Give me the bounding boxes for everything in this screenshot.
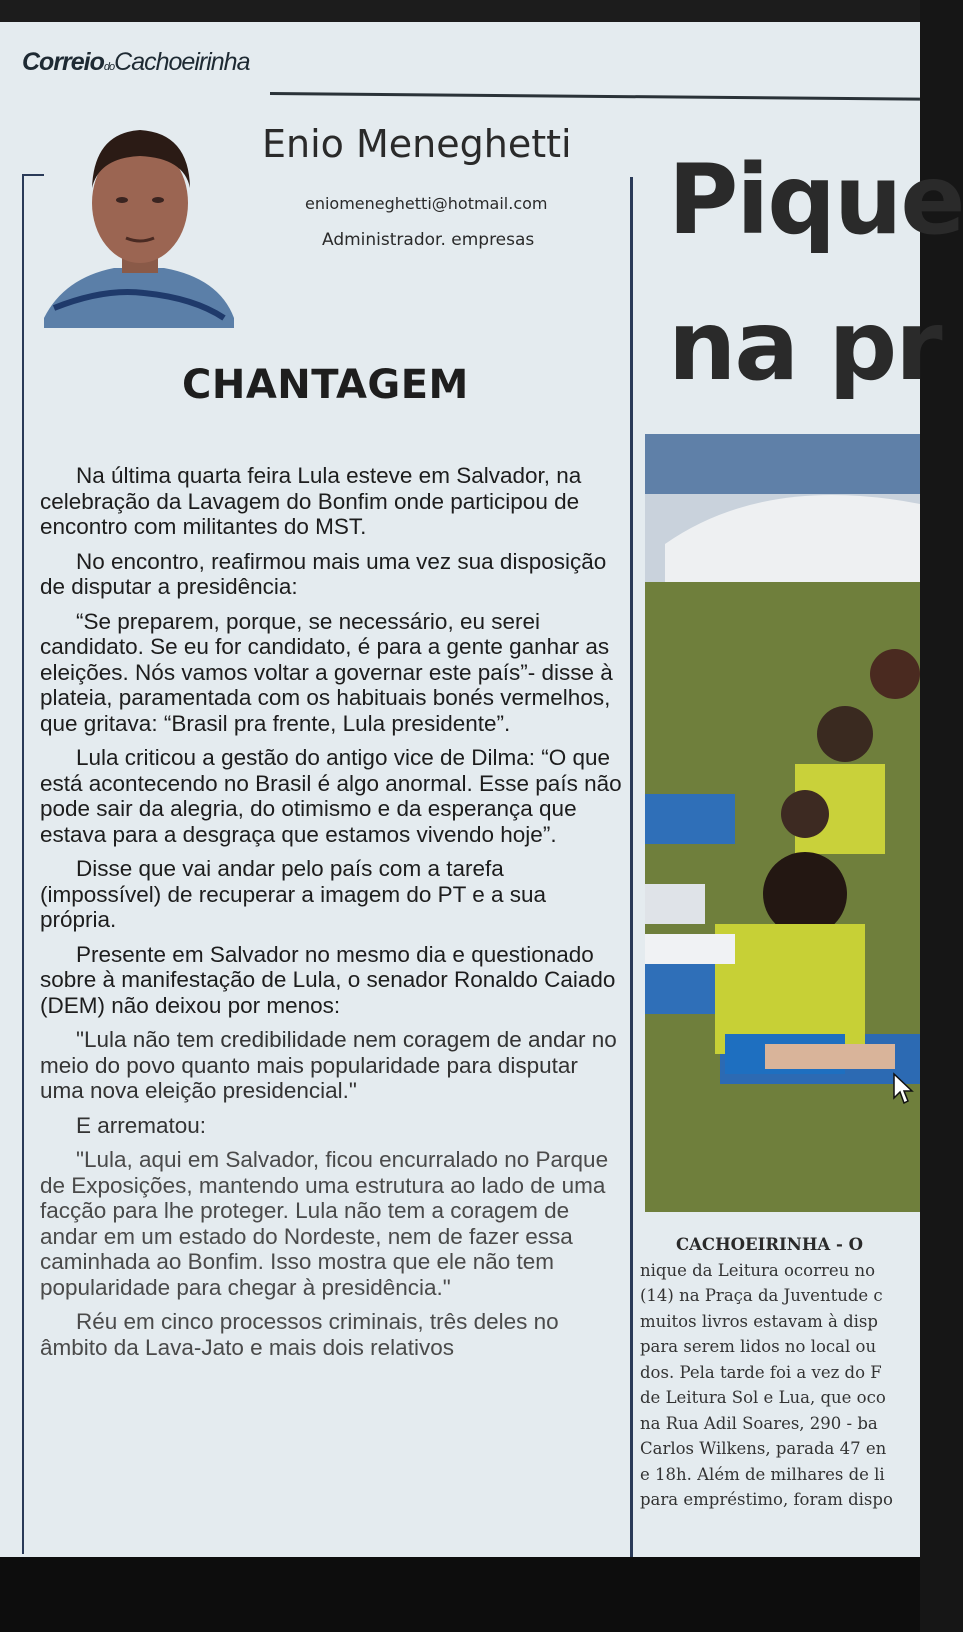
headline-line: na pr bbox=[668, 290, 941, 402]
story-photo bbox=[645, 434, 920, 1212]
mouse-pointer-icon bbox=[892, 1072, 914, 1106]
paragraph: No encontro, reafirmou mais uma vez sua disposição de disputar a presidência: bbox=[40, 548, 607, 599]
caption-line: e 18h. Além de milhares de li bbox=[640, 1464, 885, 1484]
caption-line: dos. Pela tarde foi a vez do F bbox=[640, 1362, 882, 1382]
monitor-bezel-bottom bbox=[0, 1557, 920, 1632]
caption-line: na Rua Adil Soares, 290 - ba bbox=[640, 1413, 878, 1433]
caption-line: de Leitura Sol e Lua, que oco bbox=[640, 1388, 886, 1407]
paragraph: Disse que vai andar pelo país com a tarefa (impossível) de recuperar a imagem do PT e a sua própria. bbox=[40, 856, 547, 932]
author-email: eniomeneghetti@hotmail.com bbox=[305, 194, 548, 213]
caption-line: para serem lidos no local ou bbox=[640, 1337, 877, 1356]
column-frame-left bbox=[22, 174, 24, 1554]
newspaper-page bbox=[0, 22, 963, 1557]
column-body bbox=[40, 463, 625, 1369]
photo-caption bbox=[640, 1232, 940, 1513]
paragraph: Na última quarta feira Lula esteve em Salvador, na celebração da Lavagem do Bonfim onde participou de encontro com militantes do MST. bbox=[40, 463, 582, 539]
caption-line: nique da Leitura ocorreu no bbox=[640, 1260, 876, 1280]
paragraph: E arrematou: bbox=[76, 1112, 207, 1138]
author-portrait bbox=[44, 118, 234, 328]
author-name: Enio Meneghetti bbox=[262, 122, 572, 166]
paragraph: "Lula, aqui em Salvador, ficou encurralado no Parque de Exposições, mantendo uma estrutura ao lado de uma facção para lhe proteger. Lula não tem a coragem de andar em um estado do Nordeste, nem de fazer essa caminhada ao Bonfim. Isso mostra que ele não tem popularidade para chegar à presidência." bbox=[40, 1147, 609, 1300]
paragraph: Réu em cinco processos criminais, três deles no âmbito da Lava-Jato e mais dois relativos bbox=[40, 1309, 559, 1360]
caption-line: CACHOEIRINHA - O bbox=[676, 1235, 863, 1254]
headline-line: Pique bbox=[668, 144, 963, 256]
paragraph: Lula criticou a gestão do antigo vice de Dilma: “O que está acontecendo no Brasil é algo anormal. Esse país não pode sair da alegria, do otimismo e da esperança que estava para a desgraça que estamos vivendo hoje”. bbox=[40, 745, 622, 847]
caption-line: (14) na Praça da Juventude c bbox=[640, 1286, 883, 1305]
monitor-bezel-top bbox=[0, 0, 920, 22]
header-rule bbox=[270, 92, 920, 101]
caption-line: muitos livros estavam à disp bbox=[640, 1311, 878, 1331]
column-frame-right bbox=[630, 177, 633, 1557]
paragraph: Presente em Salvador no mesmo dia e questionado sobre à manifestação de Lula, o senador Ronaldo Caiado (DEM) não deixou por menos: bbox=[40, 941, 616, 1018]
paragraph: "Lula não tem credibilidade nem coragem de andar no meio do povo quanto mais popularidade para disputar uma nova eleição presidencial." bbox=[40, 1027, 617, 1103]
caption-line: para empréstimo, foram dispo bbox=[640, 1490, 893, 1509]
author-role: Administrador. empresas bbox=[322, 230, 535, 250]
masthead-logo: CorreiodoCachoeirinha bbox=[22, 48, 250, 76]
caption-line: Carlos Wilkens, parada 47 en bbox=[640, 1439, 887, 1458]
story-headline bbox=[668, 127, 963, 419]
column-title: CHANTAGEM bbox=[182, 362, 469, 408]
paragraph: “Se preparem, porque, se necessário, eu serei candidato. Se eu for candidato, é para a gente ganhar as eleições. Nós vamos voltar a governar este país”- disse à plateia, paramentada com os habituais bonés vermelhos, que gritava: “Brasil pra frente, Lula presidente”. bbox=[40, 608, 613, 736]
